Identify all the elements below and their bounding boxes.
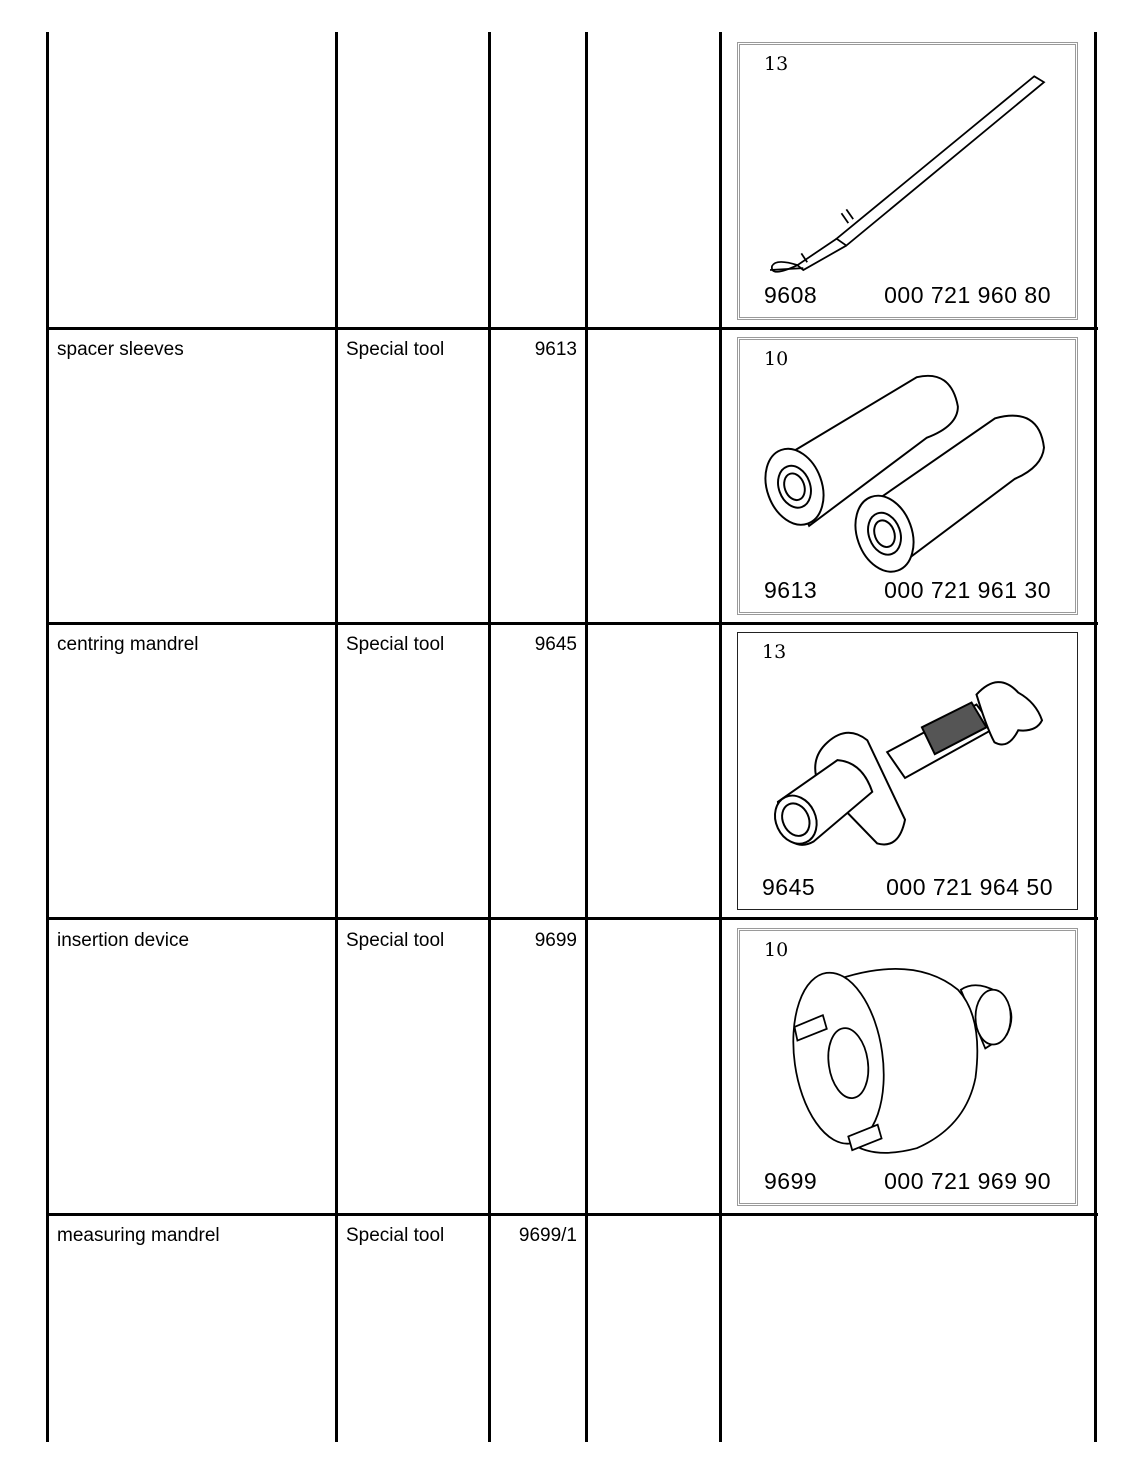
awl-pin-icon (740, 45, 1075, 317)
type-cell: Special tool (346, 1225, 445, 1246)
type-cell: Special tool (346, 930, 445, 951)
tool-image (737, 632, 1078, 910)
column-border (719, 32, 722, 1442)
part-number-label: 000 721 961 30 (884, 577, 1051, 603)
description-cell: measuring mandrel (57, 1225, 220, 1246)
quantity-label: 13 (764, 53, 789, 75)
type-cell: Special tool (346, 634, 445, 655)
description-cell: centring mandrel (57, 634, 199, 655)
quantity-label: 13 (762, 641, 787, 663)
part-number-label: 000 721 969 90 (884, 1168, 1051, 1194)
row-border (47, 1213, 1098, 1216)
row-border (47, 622, 1098, 625)
tool-image (737, 42, 1078, 320)
quantity-label: 10 (764, 939, 789, 961)
description-cell: spacer sleeves (57, 339, 184, 360)
tool-image (737, 928, 1078, 1206)
tool-number-label: 9608 (764, 282, 818, 308)
tool-number-label: 9699 (764, 1168, 818, 1194)
tool-number-label: 9645 (762, 874, 816, 900)
description-cell: insertion device (57, 930, 190, 951)
part-number-label: 000 721 964 50 (886, 874, 1053, 900)
tool-number-cell: 9645 (534, 634, 577, 655)
column-border (46, 32, 49, 1442)
tool-number-cell: 9699/1 (518, 1225, 577, 1246)
type-cell: Special tool (346, 339, 445, 360)
row-border (47, 917, 1098, 920)
tool-number-label: 9613 (764, 577, 818, 603)
column-border (585, 32, 588, 1442)
tool-number-cell: 9613 (534, 339, 577, 360)
part-number-label: 000 721 960 80 (884, 282, 1051, 308)
quantity-label: 10 (764, 348, 789, 370)
tool-number-cell: 9699 (534, 930, 577, 951)
centring-mandrel-icon (738, 633, 1077, 909)
spacer-sleeves-icon (740, 340, 1075, 612)
column-border (1094, 32, 1097, 1442)
tool-image (737, 337, 1078, 615)
insertion-device-icon (740, 931, 1075, 1203)
column-border (335, 32, 338, 1442)
row-border (47, 327, 1098, 330)
